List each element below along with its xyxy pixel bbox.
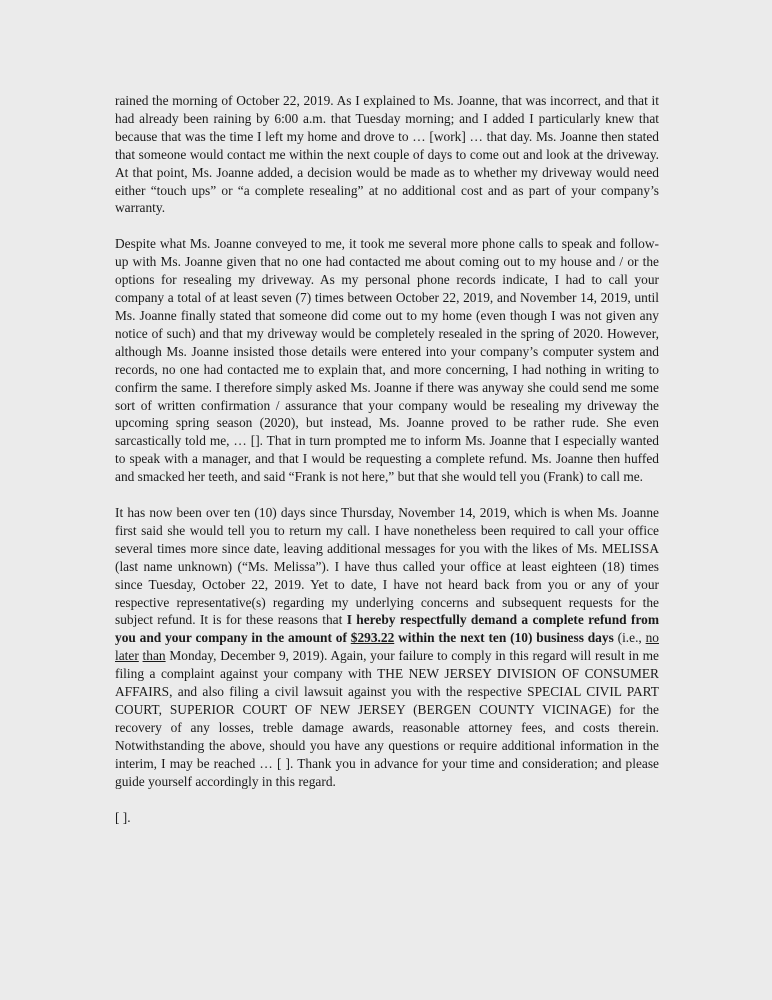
paragraph-3-text-2: (i.e.,	[613, 630, 646, 646]
refund-demand-bold-2: within the next ten (10) business days	[394, 630, 614, 646]
closing-placeholder: [ ].	[115, 809, 131, 825]
paragraph-3-text-3: Monday, December 9, 2019). Again, your failure to comply in this regard will result in me filing a complaint against your company with THE NEW JERSEY DIVISION OF CONSUMER AFFAIRS, and also filing a civil lawsuit against you with the respective SPECIAL CIVIL PART COURT, SUPERIOR COURT OF NEW JERSEY (BERGEN COUNTY VICINAGE) for the recovery of any losses, treble damage awards, reasonable attorney fees, and costs therein. Notwithstanding the above, should you have any questions or require additional information in the interim, I may be reached … [ ]. Thank you in advance for your time and consideration; and please guide yourself accordingly in this regard.	[115, 648, 659, 789]
refund-amount: $293.22	[350, 630, 395, 646]
paragraph-1: rained the morning of October 22, 2019. As I explained to Ms. Joanne, that was incorrect, and that it had already been raining by 6:00 a.m. that Tuesday morning; and I added I particularly knew that because that was the time I left my home and drove to … [work] … that day. Ms. Joanne then stated that someone would contact me within the next couple of days to come out and look at the driveway. At that point, Ms. Joanne added, a decision would be made as to whether my driveway would need either “touch ups” or “a complete resealing” at no additional cost and as part of your company’s warranty.	[115, 93, 659, 216]
underlined-later: later	[115, 648, 139, 664]
letter-body	[115, 92, 659, 826]
underlined-no: no	[645, 630, 659, 646]
underlined-than: than	[142, 648, 166, 664]
paragraph-3	[115, 504, 659, 791]
refund-demand-bold-1: I hereby respectfully demand a complete refund from you and your company in the amount of	[115, 612, 659, 646]
paragraph-3-text-1: It has now been over ten (10) days since Thursday, November 14, 2019, which is when Ms. Joanne first said she would tell you to return my call. I have nonetheless been required to call your office several times more since date, leaving additional messages for you with the likes of Ms. MELISSA (last name unknown) (“Ms. Melissa”). I have thus called your office at least eighteen (18) times since Tuesday, October 22, 2019. Yet to date, I have not heard back from you or any of your respective representative(s) regarding my underlying concerns and subsequent requests for the subject refund. It is for these reasons that	[115, 505, 659, 628]
paragraph-2: Despite what Ms. Joanne conveyed to me, it took me several more phone calls to speak and follow-up with Ms. Joanne given that no one had contacted me about coming out to my house and / or the options for resealing my driveway. As my personal phone records indicate, I had to call your company a total of at least seven (7) times between October 22, 2019, and November 14, 2019, until Ms. Joanne finally stated that someone did come out to my home (even though I was not given any notice of such) and that my driveway would be completely resealed in the spring of 2020. However, although Ms. Joanne insisted those details were entered into your company’s computer system and records, no one had contacted me to explain that, and more concerning, I had nothing in writing to confirm the same. I therefore simply asked Ms. Joanne if there was anyway she could send me some sort of written confirmation / assurance that your company would be resealing my driveway the upcoming spring season (2020), but instead, Ms. Joanne proved to be rather rude. She even sarcastically told me, … []. That in turn prompted me to inform Ms. Joanne that I especially wanted to speak with a manager, and that I would be requesting a complete refund. Ms. Joanne then huffed and smacked her teeth, and said “Frank is not here,” but that she would tell you (Frank) to call me.	[115, 236, 659, 485]
